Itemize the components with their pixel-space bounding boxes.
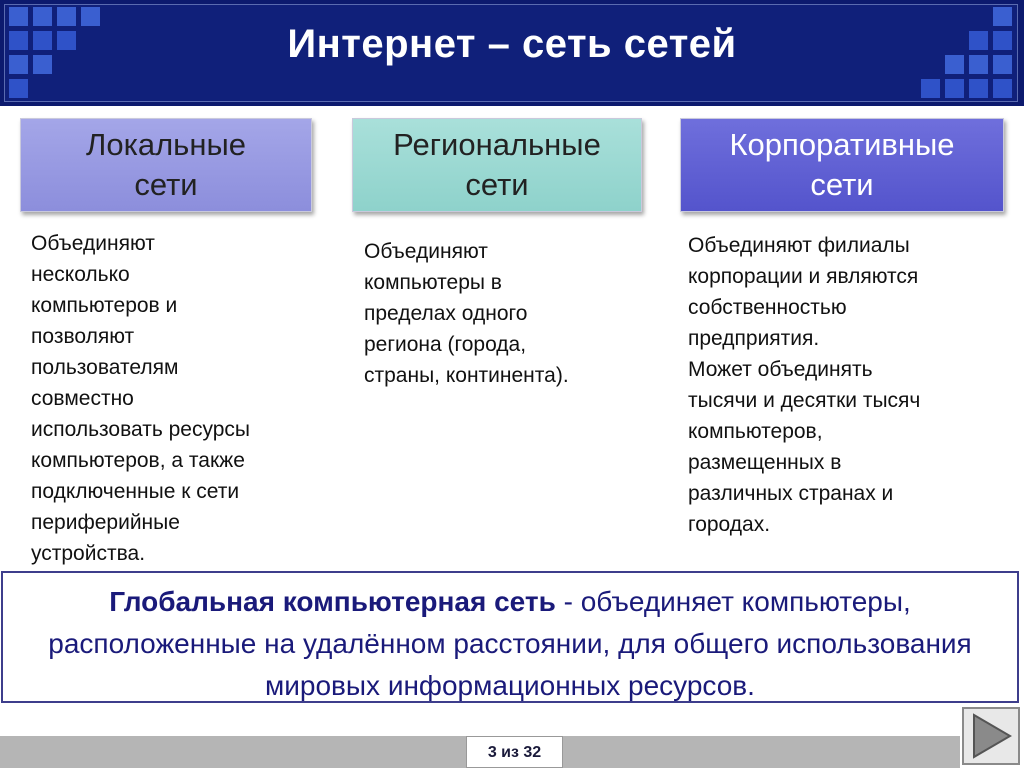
global-network-term: Глобальная компьютерная сеть xyxy=(109,586,556,617)
page-indicator: 3 из 32 xyxy=(466,736,563,768)
regional-networks-description: Объединяют компьютеры в пределах одного региона (города, страны, континента). xyxy=(364,240,569,387)
decor-square xyxy=(9,79,28,98)
slide-title: Интернет – сеть сетей xyxy=(287,22,737,66)
decor-square xyxy=(921,79,940,98)
play-next-icon xyxy=(964,709,1018,763)
category-label: Локальные сети xyxy=(86,127,246,202)
category-label: Региональные сети xyxy=(393,127,601,202)
global-network-definition xyxy=(1,571,1019,703)
slide-header xyxy=(0,0,1024,106)
category-regional-networks xyxy=(352,118,642,212)
category-local-networks xyxy=(20,118,312,212)
decor-square xyxy=(945,79,964,98)
next-slide-button[interactable] xyxy=(962,707,1020,765)
category-label: Корпоративные сети xyxy=(729,127,955,202)
global-network-text: - объединяет компьютеры, расположенные на удалённом расстоянии, для общего использования мировых информационных ресурсов. xyxy=(48,586,972,701)
category-corporate-networks xyxy=(680,118,1004,212)
decor-square xyxy=(993,79,1012,98)
decor-square xyxy=(969,79,988,98)
local-networks-description: Объединяют несколько компьютеров и позволяют пользователям совместно использовать ресурсы компьютеров, а также подключенные к сети периферийные устройства. xyxy=(31,232,251,565)
corporate-networks-description: Объединяют филиалы корпорации и являются собственностью предприятия. Может объединять тысячи и десятки тысяч компьютеров, размещенных в различных странах и городах. xyxy=(688,234,921,536)
